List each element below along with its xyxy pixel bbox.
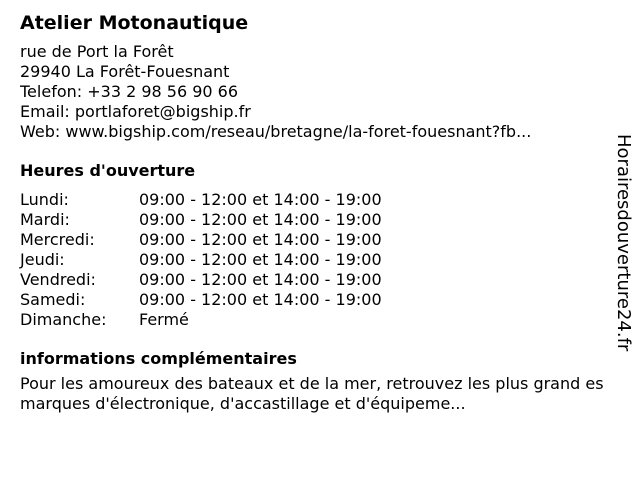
day-label: Mardi:: [20, 210, 70, 229]
site-watermark: Horairesdouverture24.fr: [613, 134, 634, 352]
day-label: Mercredi:: [20, 230, 95, 249]
hours-value: 09:00 - 12:00 et 14:00 - 19:00: [139, 210, 382, 229]
business-title: Atelier Motonautique: [20, 12, 249, 34]
hours-value: Fermé: [139, 310, 189, 329]
address-block: [20, 42, 610, 142]
hours-value: 09:00 - 12:00 et 14:00 - 19:00: [139, 230, 382, 249]
info-description: Pour les amoureux des bateaux et de la mer, retrouvez les plus grand es marques d'électronique, d'accastillage et d'équipeme...: [20, 374, 604, 413]
city-address: 29940 La Forêt-Fouesnant: [20, 62, 230, 81]
hours-value: 09:00 - 12:00 et 14:00 - 19:00: [139, 190, 382, 209]
hours-row-lundi: [20, 190, 610, 210]
opening-hours-table: [20, 190, 610, 330]
hours-value: 09:00 - 12:00 et 14:00 - 19:00: [139, 290, 382, 309]
info-heading: informations complémentaires: [20, 349, 297, 368]
hours-value: 09:00 - 12:00 et 14:00 - 19:00: [139, 250, 382, 269]
hours-row-samedi: [20, 290, 610, 310]
business-card: [20, 10, 610, 414]
hours-value: 09:00 - 12:00 et 14:00 - 19:00: [139, 270, 382, 289]
email-address[interactable]: Email: portlaforet@bigship.fr: [20, 102, 251, 121]
day-label: Dimanche:: [20, 310, 107, 329]
hours-row-vendredi: [20, 270, 610, 290]
hours-row-jeudi: [20, 250, 610, 270]
street-address: rue de Port la Forêt: [20, 42, 174, 61]
phone-number[interactable]: Telefon: +33 2 98 56 90 66: [20, 82, 239, 101]
hours-heading: Heures d'ouverture: [20, 161, 196, 180]
day-label: Jeudi:: [20, 250, 65, 269]
hours-row-mardi: [20, 210, 610, 230]
day-label: Samedi:: [20, 290, 86, 309]
hours-row-dimanche: [20, 310, 610, 330]
hours-row-mercredi: [20, 230, 610, 250]
website-link[interactable]: Web: www.bigship.com/reseau/bretagne/la-foret-fouesnant?fb...: [20, 122, 532, 141]
day-label: Vendredi:: [20, 270, 96, 289]
day-label: Lundi:: [20, 190, 69, 209]
